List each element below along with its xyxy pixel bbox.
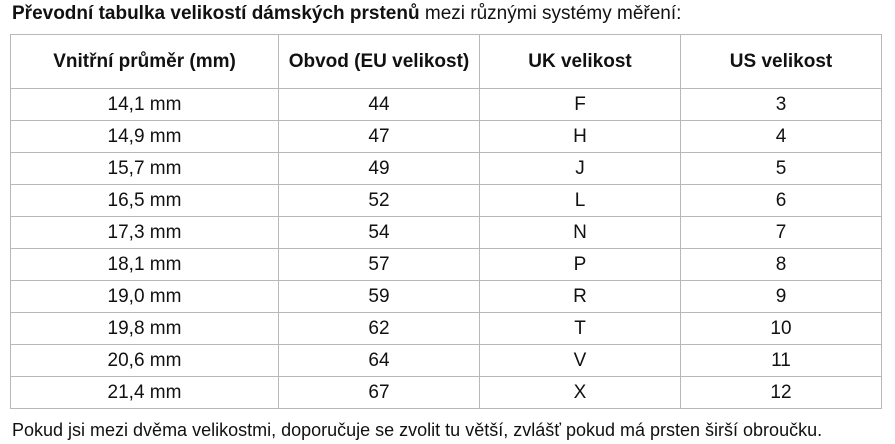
cell-eu-size: 64 [279,345,480,377]
cell-uk-size: V [480,345,681,377]
cell-eu-size: 57 [279,249,480,281]
cell-uk-size: L [480,185,681,217]
table-row [11,89,882,121]
cell-eu-size: 52 [279,185,480,217]
cell-inner-diameter: 18,1 mm [11,249,279,281]
cell-us-size: 5 [681,153,882,185]
header-us-size: US velikost [681,35,882,89]
cell-eu-size: 54 [279,217,480,249]
cell-uk-size: N [480,217,681,249]
table-row [11,249,882,281]
cell-us-size: 7 [681,217,882,249]
cell-inner-diameter: 19,0 mm [11,281,279,313]
cell-eu-size: 62 [279,313,480,345]
ring-size-table [10,34,882,409]
cell-uk-size: R [480,281,681,313]
table-row [11,185,882,217]
cell-uk-size: X [480,377,681,409]
cell-us-size: 12 [681,377,882,409]
cell-eu-size: 59 [279,281,480,313]
cell-uk-size: P [480,249,681,281]
table-row [11,121,882,153]
cell-uk-size: H [480,121,681,153]
cell-inner-diameter: 15,7 mm [11,153,279,185]
cell-eu-size: 67 [279,377,480,409]
cell-inner-diameter: 17,3 mm [11,217,279,249]
table-row [11,345,882,377]
page-title [12,2,681,26]
cell-eu-size: 49 [279,153,480,185]
table-row [11,153,882,185]
table-row [11,281,882,313]
cell-eu-size: 44 [279,89,480,121]
title-bold: Převodní tabulka velikostí dámských prstenů [12,3,420,24]
cell-uk-size: F [480,89,681,121]
cell-us-size: 8 [681,249,882,281]
header-inner-diameter: Vnitřní průměr (mm) [11,35,279,89]
table-row [11,313,882,345]
cell-inner-diameter: 16,5 mm [11,185,279,217]
cell-us-size: 6 [681,185,882,217]
cell-inner-diameter: 19,8 mm [11,313,279,345]
cell-us-size: 4 [681,121,882,153]
table-row [11,217,882,249]
cell-uk-size: T [480,313,681,345]
cell-uk-size: J [480,153,681,185]
table-body [11,89,882,409]
cell-eu-size: 47 [279,121,480,153]
cell-inner-diameter: 20,6 mm [11,345,279,377]
table-header-row [11,35,882,89]
header-eu-size: Obvod (EU velikost) [279,35,480,89]
cell-inner-diameter: 14,1 mm [11,89,279,121]
table-row [11,377,882,409]
cell-us-size: 9 [681,281,882,313]
footnote: Pokud jsi mezi dvěma velikostmi, doporučuje se zvolit tu větší, zvlášť pokud má prsten širší obroučku. [12,420,823,440]
cell-us-size: 3 [681,89,882,121]
cell-us-size: 11 [681,345,882,377]
cell-inner-diameter: 21,4 mm [11,377,279,409]
cell-inner-diameter: 14,9 mm [11,121,279,153]
header-uk-size: UK velikost [480,35,681,89]
cell-us-size: 10 [681,313,882,345]
title-rest: mezi různými systémy měření: [419,3,682,24]
